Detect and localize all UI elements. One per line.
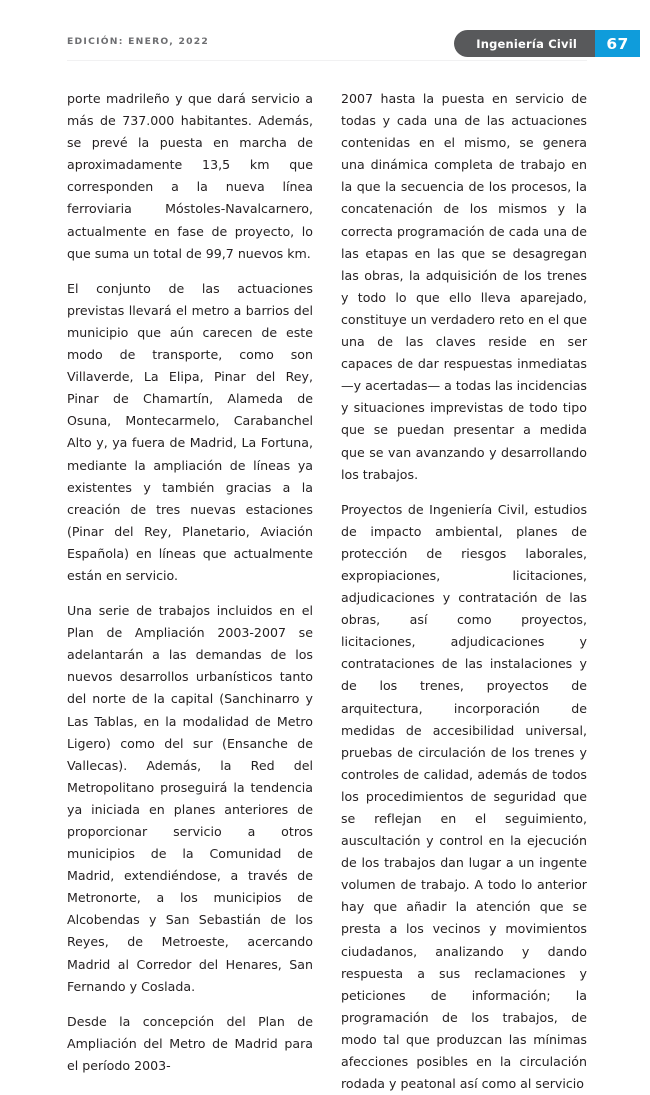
page-number: 67 xyxy=(606,34,629,53)
paragraph: El conjunto de las actuaciones previstas llevará el metro a barrios del municipio que aún carecen de este modo de transporte, como son Villaverde, La Elipa, Pinar del Rey, Pinar de Chamartín, Alameda de Osuna, Montecarmelo, Carabanchel Alto y, ya fuera de Madrid, La Fortuna, mediante la ampliación de líneas ya existentes y también gracias a la creación de tres nuevas estaciones (Pinar del Rey, Planetario, Aviación Española) en líneas que actualmente están en servicio. xyxy=(67,280,313,583)
paragraph: Una serie de trabajos incluidos en el Plan de Ampliación 2003-2007 se adelantarán a las demandas de los nuevos desarrollos urbanísticos tanto del norte de la capital (Sanchinarro y Las Tablas, en la modalidad de Metro Ligero) como del sur (Ensanche de Vallecas). Además, la Red del Metropolitano proseguirá la tendencia ya iniciada en planes anteriores de proporcionar servicio a otros municipios de la Comunidad de Madrid, extendiéndose, a través de Metronorte, a los municipios de Alcobendas y San Sebastián de los Reyes, de Metroeste, acercando Madrid al Corredor del Henares, San Fernando y Coslada. xyxy=(67,603,313,994)
right-column xyxy=(341,88,587,1095)
paragraph: 2007 hasta la puesta en servicio de todas y cada una de las actuaciones contenidas en el mismo, se genera una dinámica completa de trabajo en la que la secuencia de los procesos, la concatenación de los mismos y la correcta programación de cada una de las etapas en las que se desagregan las obras, la adquisición de los trenes y todo lo que ello lleva aparejado, constituye un verdadero reto en el que una de las claves reside en ser capaces de dar respuestas inmediatas —y acertadas— a todas las incidencias y situaciones imprevistas de todo tipo que se puedan presentar a medida que se van avanzando y desarrollando los trabajos. xyxy=(341,91,587,482)
body-text-columns xyxy=(67,88,587,1095)
paragraph: porte madrileño y que dará servicio a más de 737.000 habitantes. Además, se prevé la puesta en marcha de aproximadamente 13,5 km que corresponden a la nueva línea ferroviaria Móstoles-Navalcarnero, actualmente en fase de proyecto, lo que suma un total de 99,7 nuevos km. xyxy=(67,91,313,261)
paragraph: Proyectos de Ingeniería Civil, estudios de impacto ambiental, planes de protección de riesgos laborales, expropiaciones, licitaciones, adjudicaciones y contratación de las obras, así como proyectos, licitaciones, adjudicaciones y contrataciones de las instalaciones y de los trenes, proyectos de arquitectura, incorporación de medidas de accesibilidad universal, pruebas de circulación de los trenes y controles de calidad, además de todos los procedimientos de seguridad que se reflejan en el seguimiento, auscultación y control en la ejecución de los trabajos dan lugar a un ingente volumen de trabajo. A todo lo anterior hay que añadir la atención que se presta a los vecinos y movimientos ciudadanos, analizando y dando respuesta a sus reclamaciones y peticiones de información; la programación de los trabajos, de modo tal que produzcan las mínimas afecciones posibles en la circulación rodada y peatonal así como al servicio xyxy=(341,501,587,1092)
header-divider-rule xyxy=(67,60,587,61)
page-number-badge xyxy=(595,30,640,57)
section-badge xyxy=(454,30,595,57)
running-header xyxy=(0,30,650,64)
section-badge-label: Ingeniería Civil xyxy=(476,36,577,51)
paragraph: Desde la concepción del Plan de Ampliación del Metro de Madrid para el período 2003- xyxy=(67,1013,313,1073)
edition-label: EDICIÓN: ENERO, 2022 xyxy=(67,36,210,47)
left-column xyxy=(67,88,313,1095)
